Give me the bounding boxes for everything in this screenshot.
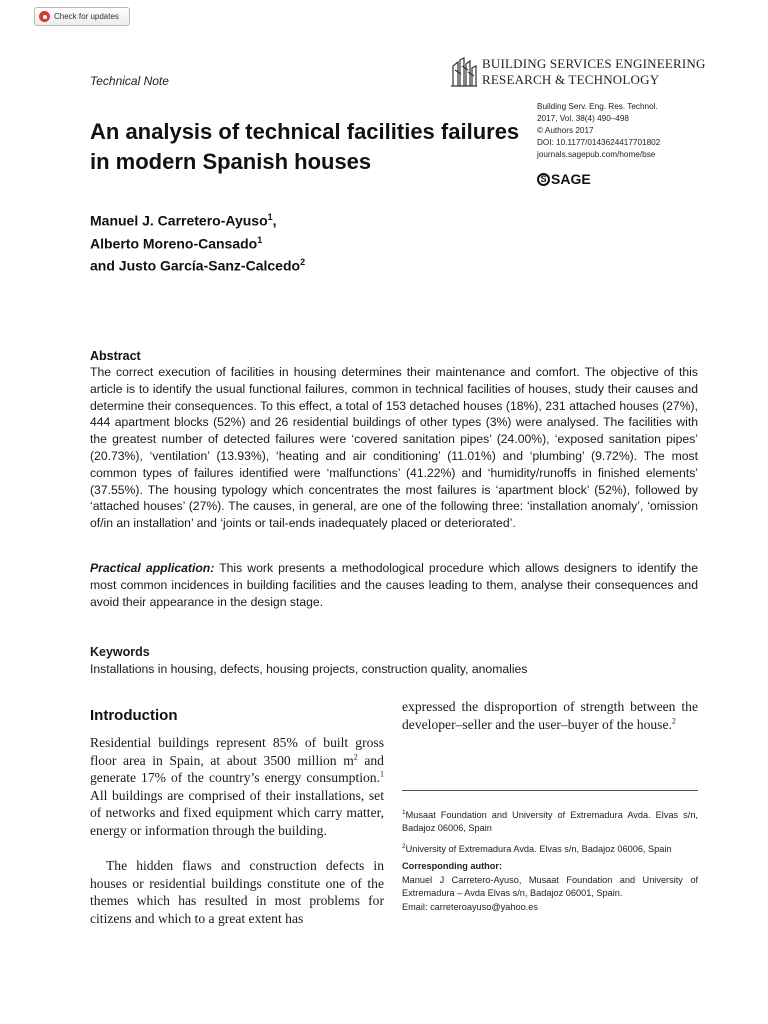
footnote-divider bbox=[402, 790, 698, 791]
article-meta bbox=[537, 101, 737, 161]
update-icon bbox=[39, 11, 50, 22]
abstract-text: The correct execution of facilities in housing determines their maintenance and comfort. The objective of this article is to identify the usual functional failures, common in technical facilities of houses, study their causes and determine their consequences. To this effect, a total of 153 detached houses (18%), 231 attached houses (27%), 444 apartment blocks (52%) and 26 residential buildings of other types (3%) were analysed. The facilities with the greatest number of detected failures were ‘covered sanitation pipes’ (24.00%), ‘exposed sanitation pipes’ (20.73%), ‘ventilation’ (13.93%), ‘heating and air conditioning’ (11.01%) and ‘plumbing’ (9.72%). The most common types of failures identified were ‘malfunctions’ (41.22%) and ‘humidity/runoffs in finished elements’ (37.55%). The housing typology which concentrates the most failures is ‘apartment block’ (52%), followed by ‘attached houses’ (27%). The causes, in general, are one of the following three: ‘installation anomaly’, ‘omission of/in an installation’ and ‘joints or tail-ends inadequately placed or deteriorated’. bbox=[90, 365, 698, 531]
journal-emblem-icon bbox=[450, 56, 478, 88]
practical-application-label: Practical application: bbox=[90, 561, 215, 575]
reference-1: 1 bbox=[380, 769, 384, 779]
author-2: Alberto Moreno-Cansado$^1$ bbox=[90, 234, 263, 252]
introduction-paragraph-1: Residential buildings represent 85% of built gross floor area in Spain, at about 3500 million m$^2$ and generate 17% of the country’s energy consumption.$^1$ All buildings are comprised of their installations, set of networks and fixed equipment which carry matter, energy or information through the building. bbox=[90, 735, 384, 838]
abstract-heading: Abstract bbox=[90, 349, 141, 363]
corresponding-author-email[interactable]: Email: carreteroayuso@yahoo.es bbox=[402, 901, 538, 912]
journal-name-line-1: BUILDING SERVICES ENGINEERING bbox=[482, 56, 706, 71]
author-3: and Justo García-Sanz-Calcedo$^2$ bbox=[90, 257, 306, 274]
affiliation-1: $^1$Musaat Foundation and University of Extremadura Avda. Elvas s/n, Badajoz 06006, Spain bbox=[402, 809, 698, 834]
practical-application-text: This work presents a methodological procedure which allows designers to identify the most common incidences in building facilities and the causes leading to them, analyse their consequences and avoid their appearance in the design stage. bbox=[90, 561, 698, 609]
author-1: Manuel J. Carretero-Ayuso$^1$, bbox=[90, 212, 277, 229]
article-title: An analysis of technical facilities failures in modern Spanish houses bbox=[90, 119, 520, 174]
keywords-list: Installations in housing, defects, housing projects, construction quality, anomalies bbox=[90, 662, 528, 676]
journal-logo bbox=[450, 56, 706, 90]
corresponding-author-address: Manuel J Carretero-Ayuso, Musaat Foundation and University of Extremadura – Avda Elvas s/n, Badajoz 06001, Spain. bbox=[402, 874, 698, 899]
doi-link[interactable]: DOI: 10.1177/0143624417701802 bbox=[537, 138, 661, 147]
footnotes bbox=[402, 806, 698, 914]
publisher-name: SAGE bbox=[551, 171, 591, 187]
corresponding-author-heading: Corresponding author: bbox=[402, 861, 503, 872]
volume-info: 2017, Vol. 38(4) 490–498 bbox=[537, 114, 629, 123]
keywords-heading: Keywords bbox=[90, 645, 150, 659]
journal-url-link[interactable]: journals.sagepub.com/home/bse bbox=[537, 150, 656, 159]
check-for-updates-button[interactable] bbox=[34, 7, 130, 26]
publisher-logo bbox=[537, 171, 591, 187]
affiliation-2: $^2$University of Extremadura Avda. Elvas s/n, Badajoz 06006, Spain bbox=[402, 842, 672, 854]
introduction-paragraph-2: The hidden flaws and construction defects in houses or residential buildings constitute one of the themes which has resulted in most problems for citizens and which to a great extent has bbox=[90, 858, 384, 926]
sage-logo-icon: S bbox=[537, 173, 550, 186]
journal-name-line-2: RESEARCH & TECHNOLOGY bbox=[482, 72, 660, 87]
article-type-label: Technical Note bbox=[90, 74, 169, 88]
check-for-updates-label: Check for updates bbox=[54, 12, 119, 21]
introduction-paragraph-2-continued: expressed the disproportion of strength between the developer–seller and the user–buyer of the house.$^2$ bbox=[402, 699, 698, 732]
practical-application bbox=[90, 560, 698, 610]
reference-2: 2 bbox=[671, 716, 676, 726]
introduction-heading: Introduction bbox=[90, 707, 178, 724]
copyright: © Authors 2017 bbox=[537, 126, 594, 135]
citation: Building Serv. Eng. Res. Technol. bbox=[537, 102, 658, 111]
author-list bbox=[90, 208, 305, 276]
